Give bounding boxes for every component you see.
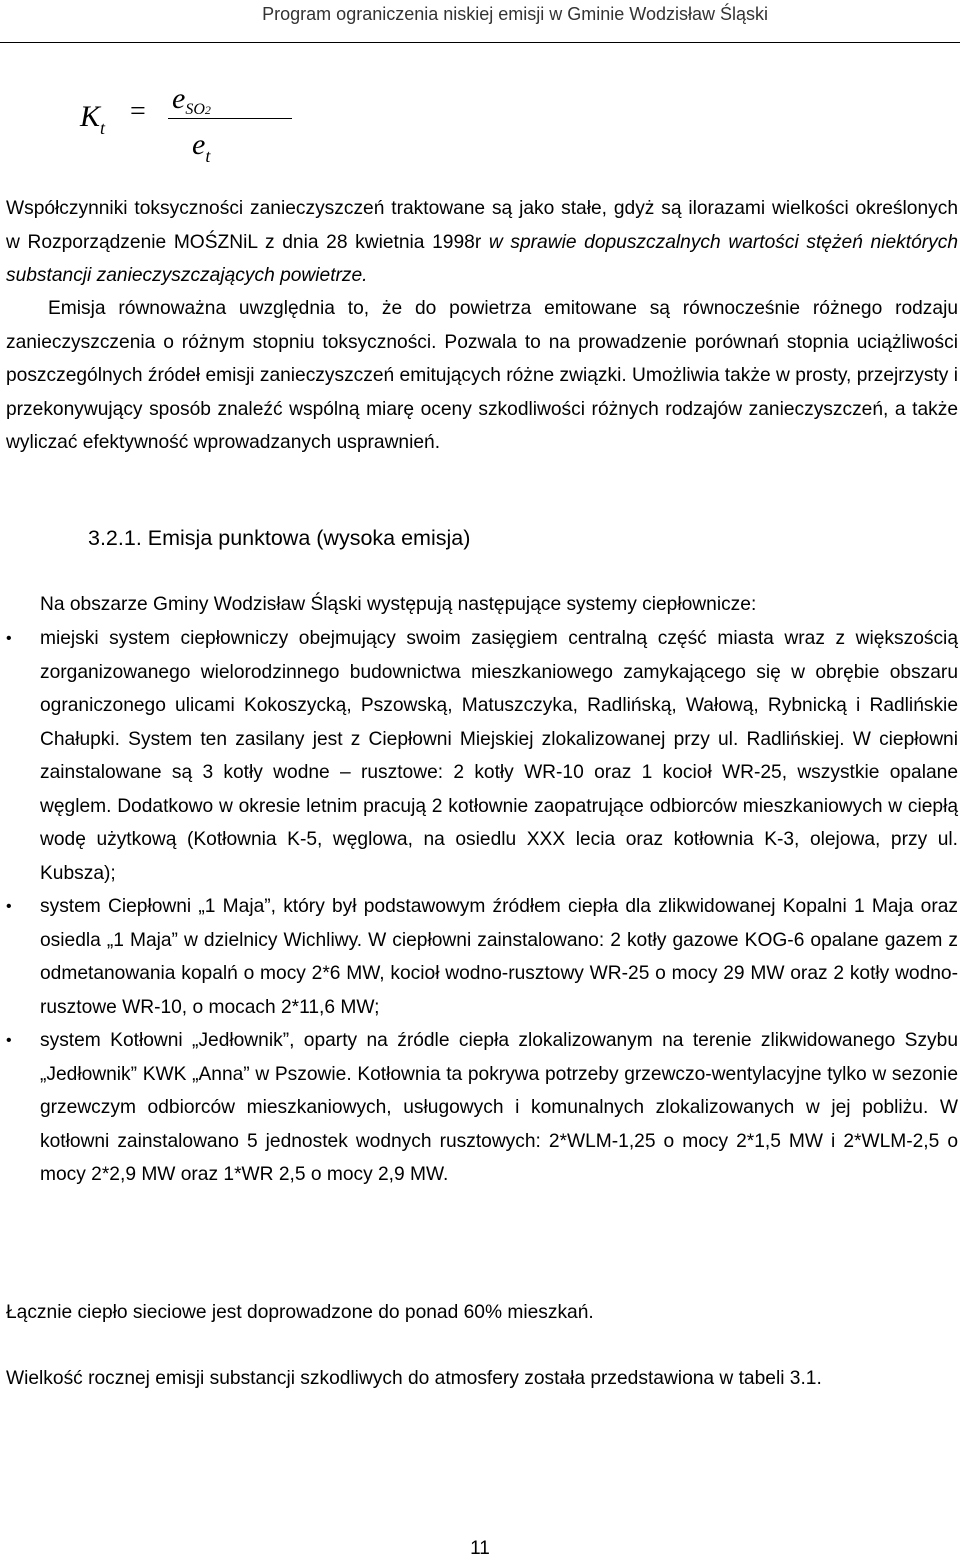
fraction-bar <box>168 118 292 119</box>
section-heading: 3.2.1. Emisja punktowa (wysoka emisja) <box>88 526 471 550</box>
formula-numerator: $e_{SO2}$ <box>172 82 211 118</box>
formula-denominator: $e_t$ <box>192 128 211 166</box>
toxicity-formula <box>80 82 240 172</box>
page-number: 11 <box>470 1538 490 1559</box>
network-heat-summary: Łącznie ciepło sieciowe jest doprowadzone do ponad 60% mieszkań. <box>6 1302 594 1323</box>
bullet-icon: • <box>6 898 12 915</box>
intro-text: Na obszarze Gminy Wodzisław Śląski występują następujące systemy ciepłownicze: <box>40 594 757 615</box>
list-item: • miejski system ciepłowniczy obejmujący swoim zasięgiem centralną część miasta wraz z większością zorganizowanego wielorodzinnego budownictwa mieszkaniowego zamykającego się w obrębie obszaru ograniczonego ulicami Kokoszycką, Pszowską, Matuszczyka, Radlińską, Wałową, Rybnicką i Radlińskie Chałupki. System ten zasilany jest z Ciepłowni Miejskiej zlokalizowanej przy ul. Radlińskiej. W ciepłowni zainstalowane są 3 kotły wodne – rusztowe: 2 kotły WR-10 oraz 1 kocioł WR-25, wszystkie opalane węglem. Dodatkowo w okresie letnim pracują 2 kotłownie zaopatrujące odbiorców mieszkaniowych w ciepłą wodę użytkową (Kotłownia K-5, węglowa, na osiedlu XXX lecia oraz kotłownia K-3, olejowa, przy ul. Kubsza); <box>0 622 958 890</box>
formula-lhs: $K_t$ <box>80 100 106 138</box>
paragraph-equivalent-emission: Emisja równoważna uwzględnia to, że do powietrza emitowane są równocześnie różnego rodzaju zanieczyszczenia o różnym stopniu toksyczności. Pozwala to na prowadzenie porównań stopnia uciążliwości poszczególnych źródeł emisji zanieczyszczeń emitujących różne związki. Umożliwia także w prosty, przejrzysty i przekonywujący sposób znaleźć wspólną miarę oceny szkodliwości różnych rodzajów zanieczyszczeń, a także wyliczać efektywność wprowadzanych usprawnień. <box>6 298 958 453</box>
paragraph-toxicity-coefficients: Współczynniki toksyczności zanieczyszczeń traktowane są jako stałe, gdyż są ilorazami wielkości określonych w Rozporządzenie MOŚZNiL z dnia 28 kwietnia 1998r w sprawie dopuszczalnych wartości stężeń niektórych substancji zanieczyszczających powietrze. <box>6 198 958 286</box>
formula-equals: = <box>130 96 146 127</box>
running-header: Program ograniczenia niskiej emisji w Gminie Wodzisław Śląski <box>262 4 768 24</box>
table-reference: Wielkość rocznej emisji substancji szkodliwych do atmosfery została przedstawiona w tabeli 3.1. <box>6 1368 822 1389</box>
list-item: • system Ciepłowni „1 Maja”, który był podstawowym źródłem ciepła dla zlikwidowanej Kopalni 1 Maja oraz osiedla „1 Maja” w dzielnicy Wichliwy. W ciepłowni zainstalowano: 2 kotły gazowe KOG-6 opalane gazem z odmetanowania kopalń o mocy 2*6 MW, kocioł wodno-rusztowy WR-25 o mocy 29 MW oraz 2 kotły wodno-rusztowe WR-10, o mocach 2*11,6 MW; <box>0 890 958 1024</box>
header-divider <box>0 42 960 43</box>
heating-systems-list <box>0 622 960 1192</box>
list-item: • system Kotłowni „Jedłownik”, oparty na źródle ciepła zlokalizowanym na terenie zlikwidowanego Szybu „Jedłownik” KWK „Anna” w Pszowie. Kotłownia ta pokrywa potrzeby grzewczo-wentylacyjne tylko w sezonie grzewczym odbiorców mieszkaniowych, usługowych i komunalnych zlokalizowanych w jej pobliżu. W kotłowni zainstalowano 5 jednostek wodnych rusztowych: 2*WLM-1,25 o mocy 2*1,5 MW i 2*WLM-2,5 o mocy 2*2,9 MW oraz 1*WR 2,5 o mocy 2,9 MW. <box>0 1024 958 1192</box>
bullet-icon: • <box>6 630 12 647</box>
bullet-icon: • <box>6 1032 12 1049</box>
